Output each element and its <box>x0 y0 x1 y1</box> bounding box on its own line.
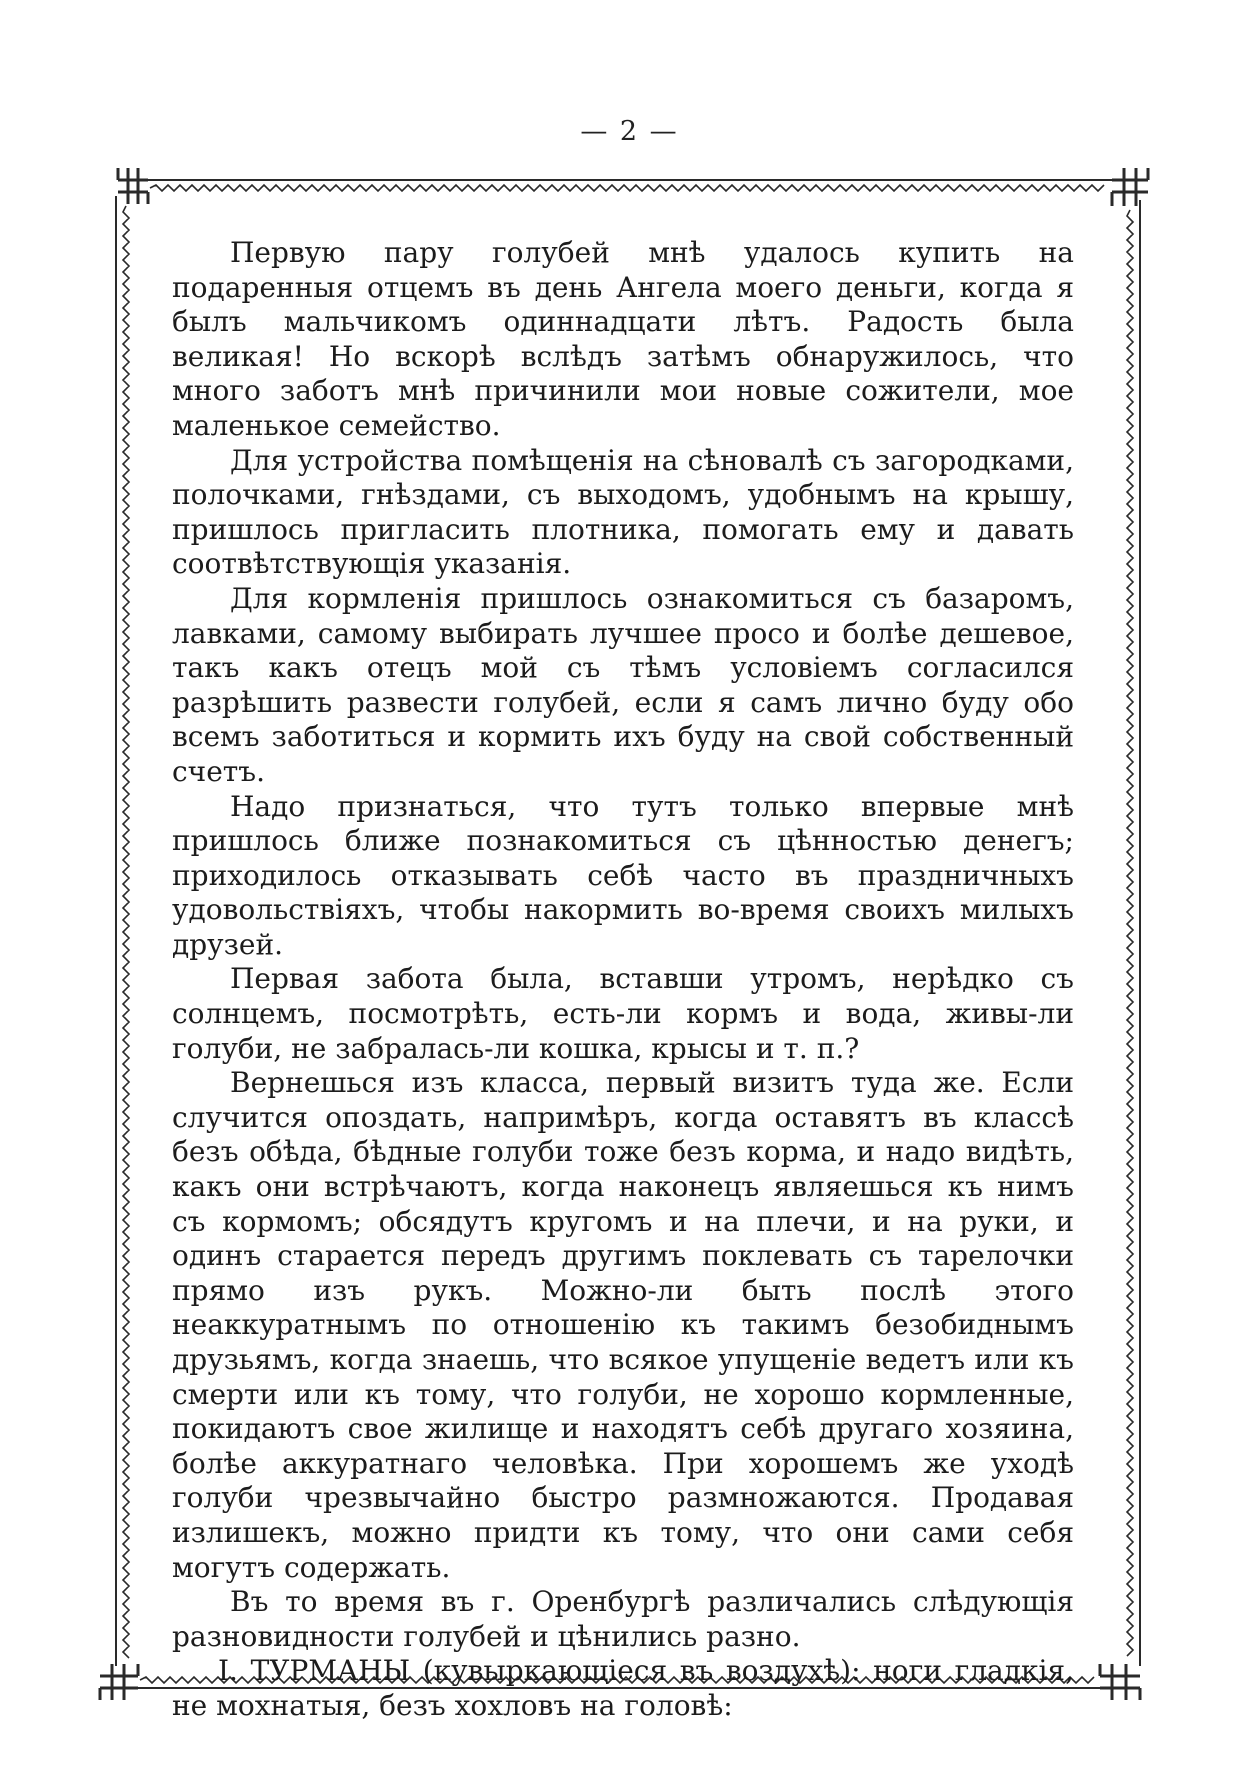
section-heading-paragraph: I. ТУРМАНЫ (кувыркающіеся въ воздухѣ): ноги гладкія, не мохнатыя, безъ хохловъ на головѣ: <box>172 1654 1074 1722</box>
top-wavy-line <box>150 185 1104 191</box>
page-number: — 2 — <box>580 116 679 147</box>
paragraph: Для устройства помѣщенія на сѣновалѣ съ загородками, полочками, гнѣздами, съ выходомъ, удобнымъ на крышу, пришлось пригласить плотника, помогать ему и давать соотвѣтствующія указанія. <box>172 443 1074 581</box>
main-text <box>172 236 1074 1724</box>
paragraph: Въ то время въ г. Оренбургѣ различались слѣдующія разновидности голубей и цѣнились разно. <box>172 1585 1074 1653</box>
corner-ornament-top-right <box>1112 168 1148 206</box>
paragraph: Первую пару голубей мнѣ удалось купить на подаренныя отцемъ въ день Ангела моего деньги, когда я былъ мальчикомъ одиннадцати лѣтъ. Радость была великая! Но вскорѣ вслѣдъ затѣмъ обнаружилось, что много заботъ мнѣ причинили мои новые сожители, мое маленькое семейство. <box>172 236 1074 442</box>
right-wavy-line <box>1127 210 1133 1656</box>
paragraph: Вернешься изъ класса, первый визитъ туда же. Если случится опоздать, напримѣръ, когда оставятъ въ классѣ безъ обѣда, бѣдные голуби тоже безъ корма, и надо видѣть, какъ они встрѣчаютъ, когда наконецъ являешься къ нимъ съ кормомъ; обсядутъ кругомъ и на плечи, и на руки, и одинъ старается передъ другимъ поклевать съ тарелочки прямо изъ рукъ. Можно-ли быть послѣ этого неаккуратнымъ по отношенію къ такимъ безобиднымъ друзьямъ, когда знаешь, что всякое упущеніе ведетъ или къ смерти или къ тому, что голуби, не хорошо кормленные, покидаютъ свое жилище и находятъ себѣ другаго хозяина, болѣе аккуратнаго человѣка. При хорошемъ же уходѣ голуби чрезвычайно быстро размножаются. Продавая излишекъ, можно придти къ тому, что они сами себя могутъ содержать. <box>172 1066 1074 1584</box>
corner-ornament-bottom-left <box>100 1664 138 1700</box>
left-wavy-line <box>123 206 129 1658</box>
paragraph: Первая забота была, вставши утромъ, нерѣдко съ солнцемъ, посмотрѣть, есть-ли кормъ и вода, живы-ли голуби, не забралась-ли кошка, крысы и т. п.? <box>172 962 1074 1065</box>
corner-ornament-bottom-right <box>1100 1664 1140 1700</box>
corner-ornament-top-left <box>118 168 148 204</box>
paragraph: Для кормленія пришлось ознакомиться съ базаромъ, лавками, самому выбирать лучшее просо и болѣе дешевое, такъ какъ отецъ мой съ тѣмъ условіемъ согласился разрѣшить развести голубей, если я самъ лично буду обо всемъ заботиться и кормить ихъ буду на свой собственный счетъ. <box>172 581 1074 788</box>
paragraph: Надо признаться, что тутъ только впервые мнѣ пришлось ближе познакомиться съ цѣнностью денегъ; приходилось отказывать себѣ часто въ праздничныхъ удовольствіяхъ, чтобы накормить во-время своихъ милыхъ друзей. <box>172 789 1074 961</box>
